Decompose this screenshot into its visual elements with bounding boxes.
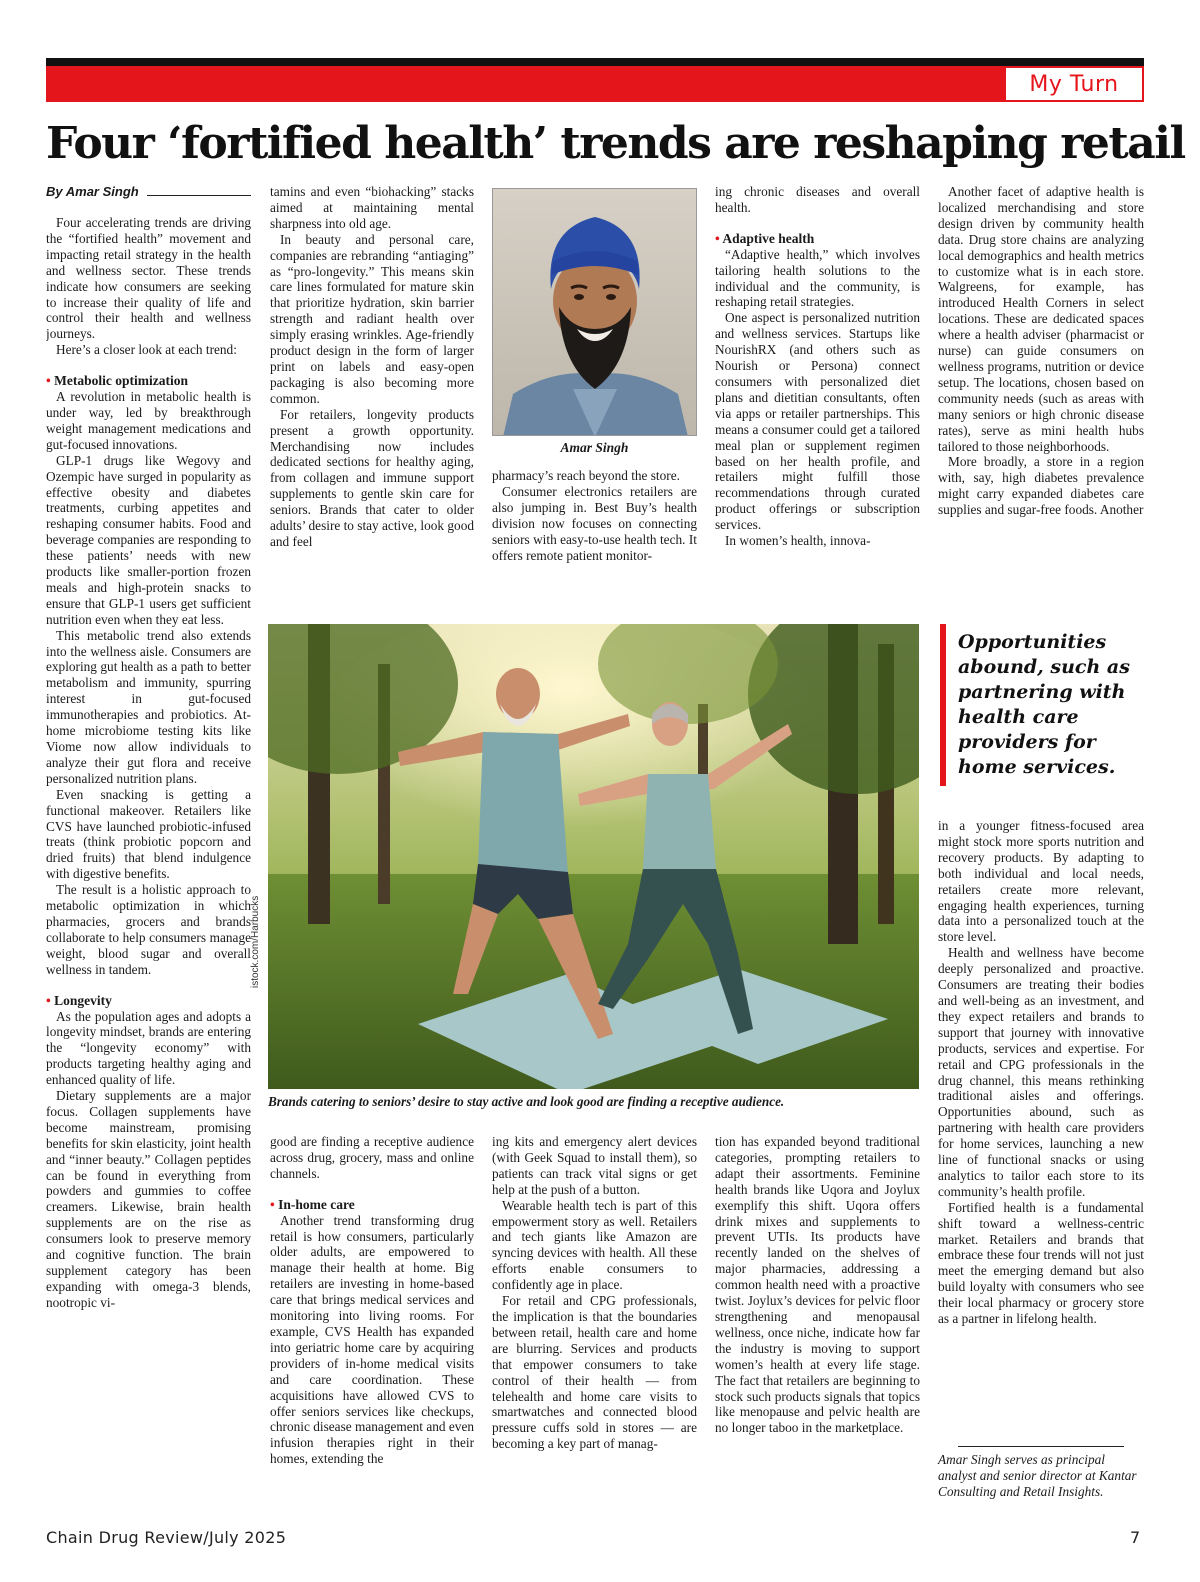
author-bio: Amar Singh serves as principal analyst and senior director at Kantar Consulting and Retail Insights. <box>938 1452 1137 1499</box>
subhead-longevity: • Longevity <box>46 992 112 1008</box>
paragraph: Fortified health is a fundamental shift toward a wellness-centric market. Retailers and brands that embrace these four trends will not just meet the emerging demand but also build loyalty with consumers who see their local pharmacy or grocery store as a partner in lifelong health. <box>938 1199 1144 1327</box>
subhead-in-home: • In-home care <box>270 1196 355 1212</box>
byline: By Amar Singh <box>46 184 139 199</box>
column-4-top <box>715 184 920 596</box>
column-4-bottom <box>715 1134 920 1518</box>
paragraph: Four accelerating trends are driving the “fortified health” movement and impacting retail strategy in the health and wellness sector. These trends indicate how consumers are seeking to increase their quality of life and control their health and wellness journeys. <box>46 215 251 342</box>
subhead-adaptive: • Adaptive health <box>715 230 815 246</box>
paragraph: tamins and even “biohacking” stacks aimed at maintaining mental sharpness into old age. <box>270 184 474 231</box>
paragraph: In women’s health, innova- <box>725 533 871 549</box>
header-rule <box>46 58 1144 66</box>
bullet-icon: • <box>715 230 720 246</box>
subhead-metabolic: • Metabolic optimization <box>46 373 188 389</box>
paragraph: More broadly, a store in a region with, say, high diabetes prevalence might carry expanded diabetes care supplies and sugar-free foods. Another <box>938 454 1144 518</box>
section-label: My Turn <box>1006 66 1144 102</box>
paragraph: Here’s a closer look at each trend: <box>56 342 237 358</box>
paragraph: tion has expanded beyond traditional categories, prompting retailers to adapt their assortments. Feminine health brands like Uqora and Joylux exemplify this shift. Uqora offers drink mixes and supplements to prevent UTIs. Its products have recently landed on the shelves of major pharmacies, addressing a common health need with a proactive twist. Joylux’s devices for pelvic floor strengthening and menopausal wellness, once niche, indicate how far the industry is moving to support women’s health at every life stage. The fact that retailers are beginning to stock such products signals that topics like menopause and pelvic health are no longer taboo in the marketplace. <box>715 1134 920 1436</box>
paragraph: Even snacking is getting a functional makeover. Retailers like CVS have launched probiotic-infused treats (think probiotic popcorn and dried fruits) that blend indulgence with digestive benefits. <box>46 786 251 882</box>
yoga-image <box>268 624 919 1089</box>
paragraph: ing kits and emergency alert devices (with Geek Squad to install them), so patients can track vital signs or get help at the push of a button. <box>492 1134 697 1197</box>
paragraph: Health and wellness have become deeply personalized and proactive. Consumers are treating their bodies and well-being as an investment, and they expect retailers and brands to support that journey with innovative products, services and expertise. For retail and CPG professionals in the drug channel, this means rethinking traditional aisles and offerings. Opportunities abound, such as partnering with health care providers for home services, launching a new line of functional snacks or using analytics to tailor each store to its community’s health profile. <box>938 945 1144 1199</box>
byline-rule <box>147 195 251 196</box>
paragraph: GLP-1 drugs like Wegovy and Ozempic have surged in popularity as effective obesity and diabetes treatments, curbing appetites and reshaping consumer habits. Food and beverage companies are responding to these patients’ needs with new products like smaller-portion frozen meals and high-protein snacks to ensure that GLP-1 users get sufficient nutrition even when they eat less. <box>46 452 251 627</box>
paragraph: “Adaptive health,” which involves tailoring health solutions to the individual and the community, is reshaping retail strategies. <box>715 246 920 310</box>
bullet-icon: • <box>270 1196 275 1212</box>
paragraph: ing chronic diseases and overall health. <box>715 184 920 215</box>
paragraph: in a younger fitness-focused area might stock more sports nutrition and recovery products. By adapting to both individual and local needs, retailers create more relevant, engaging health experiences, turning data into a personalized touch at the store level. <box>938 818 1144 945</box>
paragraph: This metabolic trend also extends into the wellness aisle. Consumers are exploring gut health as a path to better metabolism and immunity, spurring interest in gut-focused immunotherapies and probiotics. At-home microbiome testing kits like Viome now allow individuals to analyze their gut flora and receive personalized nutrition plans. <box>46 627 251 786</box>
paragraph: For retailers, longevity products present a growth opportunity. Merchandising now includes dedicated sections for healthy aging, from collagen and immune support supplements to gentle skin care for seniors. Brands that cater to older adults’ desire to stay active, look good and feel <box>270 406 474 549</box>
photo-credit: istock.com/Harbucks <box>250 895 261 988</box>
column-2-top <box>270 184 474 596</box>
paragraph: good are finding a receptive audience across drug, grocery, mass and online channels. <box>270 1134 474 1181</box>
column-3-top <box>492 468 697 596</box>
column-1 <box>46 215 251 1517</box>
bio-rule <box>958 1446 1124 1447</box>
paragraph: In beauty and personal care, companies are rebranding “antiaging” as “pro-longevity.” This means skin care lines formulated for mature skin that prioritize hydration, skin barrier strength and radiant health over simply erasing wrinkles. Age-friendly product design in the form of larger print on labels and easy-open packaging is also becoming more common. <box>270 231 474 406</box>
pull-quote: Opportunities abound, such as partnering with health care providers for home services. <box>940 624 1144 786</box>
paragraph: pharmacy’s reach beyond the store. <box>492 468 680 483</box>
bullet-icon: • <box>46 373 51 389</box>
column-3-bottom <box>492 1134 697 1518</box>
photo-caption: Brands catering to seniors’ desire to stay active and look good are finding a receptive audience. <box>268 1094 785 1109</box>
paragraph: As the population ages and adopts a longevity mindset, brands are entering the “longevity economy” with products targeting healthy aging and enhanced quality of life. <box>46 1008 251 1088</box>
paragraph: Consumer electronics retailers are also jumping in. Best Buy’s health division now focuses on connecting seniors with easy-to-use health tech. It offers remote patient monitor- <box>492 483 697 563</box>
column-5-bottom <box>938 818 1144 1440</box>
paragraph: Dietary supplements are a major focus. Collagen supplements have become mainstream, promising benefits for skin elasticity, joint health and “inner beauty.” Collagen peptides can be found in everything from powders and gummies to coffee creamers. Likewise, brain health supplements are on the rise as consumers look to preserve memory and cognitive function. The brain supplement category has been expanding with omega-3 blends, nootropic vi- <box>46 1088 251 1310</box>
column-2-bottom <box>270 1134 474 1518</box>
bullet-icon: • <box>46 992 51 1008</box>
paragraph: Another trend transforming drug retail is how consumers, particularly older adults, are empowered to manage their health at home. Big retailers are investing in home-based care that brings medical services and monitoring into living rooms. For example, CVS Health has expanded into geriatric home care by acquiring providers of in-home medical visits and care coordination. These acquisitions have allowed CVS to offer seniors services like checkups, chronic disease management and even infusion therapies right in their homes, extending the <box>270 1212 474 1467</box>
paragraph: Another facet of adaptive health is localized merchandising and store design driven by community health data. Drug store chains are analyzing local demographics and health metrics to customize what is in each store. Walgreens, for example, has introduced Health Corners in select locations. These are dedicated spaces where a health adviser (pharmacist or nurse) can guide consumers on wellness programs, nutrition or device setup. The locations, chosen based on community needs (such as areas with many seniors or high chronic disease rates), serve as mini health hubs tailored to those neighborhoods. <box>938 184 1144 454</box>
page-number: 7 <box>1130 1528 1141 1547</box>
yoga-photo <box>268 624 919 1089</box>
portrait-image <box>493 189 697 436</box>
header-band <box>46 66 1144 102</box>
column-5-top <box>938 184 1144 596</box>
paragraph: Wearable health tech is part of this empowerment story as well. Retailers and tech giants like Amazon are syncing devices with health. All these efforts enable consumers to confidently age in place. <box>492 1197 697 1293</box>
paragraph: For retail and CPG professionals, the implication is that the boundaries between retail, health care and home are blurring. Services and products that empower consumers to take control of their health — from telehealth and home care visits to smartwatches and connected blood pressure cuffs sold in stores — are becoming a key part of manag- <box>492 1293 697 1452</box>
paragraph: A revolution in metabolic health is under way, led by breakthrough weight management medications and gut-focused innovations. <box>46 389 251 452</box>
paragraph: One aspect is personalized nutrition and wellness services. Startups like NourishRX (and others such as Nourish or Persona) connect consumers with personalized diet plans and dietitian consultants, often via apps or retailer partnerships. This means a consumer could get a tailored meal plan or supplement regimen based on her health profile, and retailers might fulfill those recommendations through curated product offerings or subscription services. <box>715 310 920 533</box>
headline: Four ‘fortified health’ trends are reshaping retail <box>46 118 1185 169</box>
author-portrait <box>492 188 697 436</box>
paragraph: The result is a holistic approach to metabolic optimization in which pharmacies, grocers and brands collaborate to help consumers manage weight, blood sugar and overall wellness in tandem. <box>46 882 251 977</box>
portrait-caption: Amar Singh <box>560 440 629 455</box>
footer-publication: Chain Drug Review/July 2025 <box>46 1528 287 1547</box>
